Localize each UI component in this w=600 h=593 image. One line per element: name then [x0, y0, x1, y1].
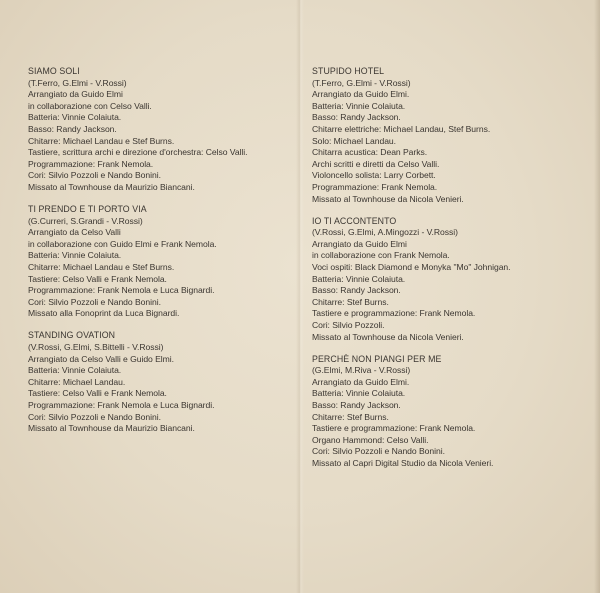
- credit-line: Arrangiato da Celso Valli: [28, 227, 121, 238]
- credit-line: Chitarre: Stef Burns.: [312, 296, 389, 307]
- track-credits: [312, 216, 574, 344]
- track-credits: [312, 354, 574, 470]
- credit-line: Missato al Townhouse da Nicola Venieri.: [312, 331, 464, 342]
- credit-line: Tastiere e programmazione: Frank Nemola.: [312, 423, 476, 434]
- credit-line: Chitarra acustica: Dean Parks.: [312, 147, 428, 158]
- credit-line: Arrangiato da Guido Elmi.: [312, 89, 410, 100]
- credit-line: Cori: Silvio Pozzoli.: [312, 319, 385, 330]
- credit-line: Cori: Silvio Pozzoli e Nando Bonini.: [28, 296, 161, 307]
- credit-line: Missato al Townhouse da Maurizio Biancani.: [28, 423, 195, 434]
- track-credits: [28, 204, 290, 320]
- page-fold: [296, 0, 304, 593]
- credit-line: Cori: Silvio Pozzoli e Nando Bonini.: [28, 170, 161, 181]
- right-column: [312, 66, 574, 480]
- track-title: PERCHÈ NON PIANGI PER ME: [312, 353, 442, 364]
- credit-line: Tastiere: Celso Valli e Frank Nemola.: [28, 273, 167, 284]
- track-title: IO TI ACCONTENTO: [312, 215, 397, 226]
- credit-line: Chitarre elettriche: Michael Landau, Stef Burns.: [312, 123, 491, 134]
- credit-line: (G.Curreri, S.Grandi - V.Rossi): [28, 215, 143, 226]
- credit-line: Programmazione: Frank Nemola e Luca Bignardi.: [28, 400, 215, 411]
- credit-line: Tastiere e programmazione: Frank Nemola.: [312, 308, 476, 319]
- credit-line: Solo: Michael Landau.: [312, 135, 396, 146]
- credit-line: Batteria: Vinnie Colaiuta.: [28, 112, 122, 123]
- credit-line: Arrangiato da Guido Elmi.: [312, 376, 410, 387]
- credit-line: Chitarre: Michael Landau e Stef Burns.: [28, 135, 175, 146]
- credit-line: Batteria: Vinnie Colaiuta.: [312, 273, 406, 284]
- credit-line: Basso: Randy Jackson.: [312, 285, 401, 296]
- credit-line: Programmazione: Frank Nemola.: [312, 181, 438, 192]
- credit-line: Cori: Silvio Pozzoli e Nando Bonini.: [28, 411, 161, 422]
- track-title: STUPIDO HOTEL: [312, 66, 385, 76]
- credit-line: in collaborazione con Celso Valli.: [28, 100, 152, 111]
- credit-line: Arrangiato da Guido Elmi: [312, 238, 407, 249]
- track-title: TI PRENDO E TI PORTO VIA: [28, 204, 147, 215]
- credit-line: Chitarre: Stef Burns.: [312, 411, 389, 422]
- credit-line: in collaborazione con Guido Elmi e Frank Nemola.: [28, 238, 217, 249]
- track-credits: [28, 330, 290, 434]
- credit-line: Tastiere, scrittura archi e direzione d'orchestra: Celso Valli.: [28, 147, 248, 158]
- credit-line: Chitarre: Michael Landau e Stef Burns.: [28, 262, 175, 272]
- credit-line: Batteria: Vinnie Colaiuta.: [28, 250, 122, 261]
- credit-line: Basso: Randy Jackson.: [312, 400, 401, 411]
- credit-line: Programmazione: Frank Nemola.: [28, 158, 154, 169]
- credit-line: Missato al Capri Digital Studio da Nicola Venieri.: [312, 458, 494, 468]
- credit-line: Voci ospiti: Black Diamond e Monyka "Mo" Johnigan.: [312, 262, 511, 272]
- credit-line: Missato al Townhouse da Nicola Venieri.: [312, 193, 464, 204]
- credit-line: Programmazione: Frank Nemola e Luca Bignardi.: [28, 285, 215, 296]
- credit-line: Arrangiato da Celso Valli e Guido Elmi.: [28, 353, 174, 364]
- track-credits: [28, 66, 290, 194]
- credit-line: (T.Ferro, G.Elmi - V.Rossi): [28, 77, 127, 88]
- credit-line: Tastiere: Celso Valli e Frank Nemola.: [28, 388, 167, 399]
- credit-line: Arrangiato da Guido Elmi: [28, 89, 123, 100]
- credit-line: Batteria: Vinnie Colaiuta.: [312, 100, 406, 111]
- credit-line: in collaborazione con Frank Nemola.: [312, 250, 450, 261]
- credit-line: Batteria: Vinnie Colaiuta.: [312, 388, 406, 399]
- track-credits: [312, 66, 574, 205]
- credit-line: Basso: Randy Jackson.: [312, 112, 401, 123]
- credit-line: Organo Hammond: Celso Valli.: [312, 434, 429, 445]
- credit-line: Missato alla Fonoprint da Luca Bignardi.: [28, 308, 180, 319]
- left-column: [28, 66, 290, 445]
- track-title: SIAMO SOLI: [28, 66, 80, 76]
- credit-line: (V.Rossi, G.Elmi, A.Mingozzi - V.Rossi): [312, 227, 458, 238]
- credit-line: (T.Ferro, G.Elmi - V.Rossi): [312, 77, 411, 88]
- credit-line: Violoncello solista: Larry Corbett.: [312, 170, 436, 181]
- page-edge-shadow: [594, 0, 600, 593]
- credit-line: Archi scritti e diretti da Celso Valli.: [312, 158, 440, 169]
- credit-line: Chitarre: Michael Landau.: [28, 376, 126, 387]
- credit-line: Missato al Townhouse da Maurizio Biancani.: [28, 181, 195, 192]
- track-title: STANDING OVATION: [28, 330, 116, 341]
- credit-line: Batteria: Vinnie Colaiuta.: [28, 365, 122, 376]
- credit-line: Basso: Randy Jackson.: [28, 123, 117, 134]
- credit-line: Cori: Silvio Pozzoli e Nando Bonini.: [312, 446, 445, 457]
- credit-line: (G.Elmi, M.Riva - V.Rossi): [312, 365, 411, 376]
- credit-line: (V.Rossi, G.Elmi, S.Bittelli - V.Rossi): [28, 342, 164, 353]
